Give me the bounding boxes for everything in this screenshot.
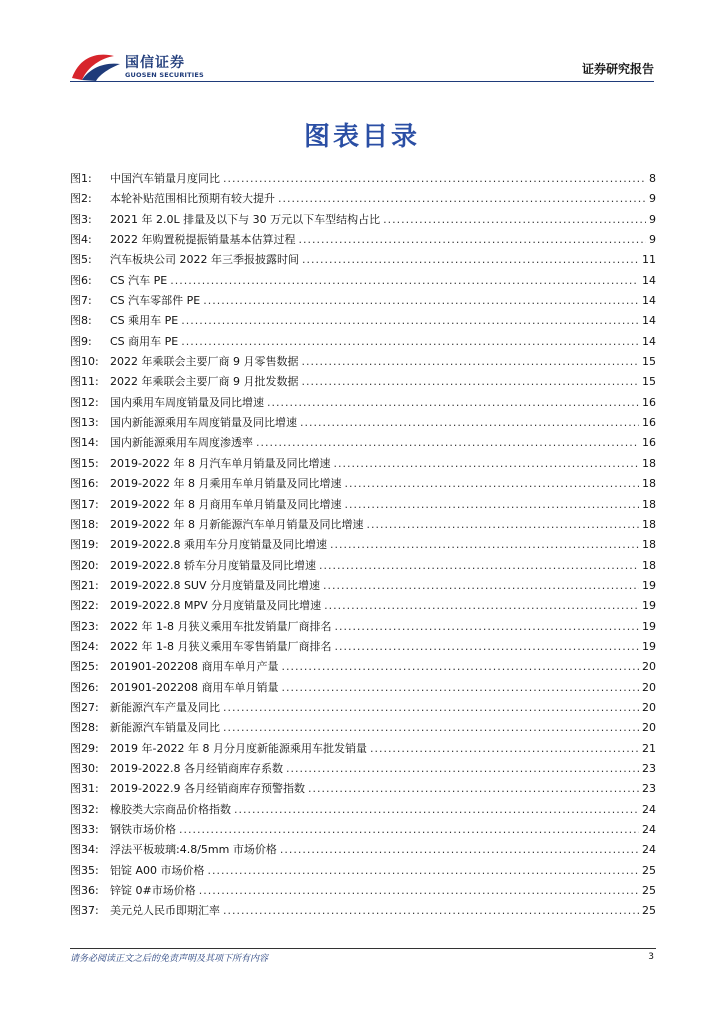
toc-entry-title: 国内乘用车周度销量及同比增速: [110, 395, 264, 409]
toc-entry-page: 18: [642, 497, 656, 511]
toc-entry[interactable]: [70, 739, 656, 759]
toc-entry-leader: [299, 230, 647, 250]
toc-entry-title: 2021 年 2.0L 排量及以下与 30 万元以下车型结构占比: [110, 212, 381, 226]
toc-entry-title: 2019-2022.9 各月经销商库存预警指数: [110, 782, 305, 796]
toc-entry-title: 201901-202208 商用车单月销量: [110, 680, 279, 694]
toc-entry-page: 24: [642, 802, 656, 816]
toc-entry-page: 9: [649, 192, 656, 206]
toc-entry[interactable]: [70, 718, 656, 738]
toc-entry-page: 15: [642, 375, 656, 389]
toc-entry-title: 美元兑人民币即期汇率: [110, 904, 220, 918]
toc-entry[interactable]: [70, 576, 656, 596]
toc-entry[interactable]: [70, 169, 656, 189]
toc-entry-leader: [223, 901, 639, 921]
toc-entry-leader: [179, 820, 639, 840]
toc-entry-label: 图36:: [70, 884, 99, 898]
toc-entry-title: 2022 年乘联会主要厂商 9 月批发数据: [110, 375, 299, 389]
toc-entry-title: CS 汽车零部件 PE: [110, 294, 201, 308]
toc-entry-leader: [170, 271, 639, 291]
toc-entry-leader: [383, 210, 646, 230]
toc-entry-title: 汽车板块公司 2022 年三季报披露时间: [110, 253, 299, 267]
toc-entry-title: 2019-2022.8 SUV 分月度销量及同比增速: [110, 578, 321, 592]
toc-entry-leader: [203, 291, 639, 311]
toc-entry[interactable]: [70, 271, 656, 291]
toc-entry[interactable]: [70, 698, 656, 718]
toc-entry[interactable]: [70, 189, 656, 209]
toc-entry[interactable]: [70, 800, 656, 820]
toc-entry-leader: [278, 189, 646, 209]
toc-entry[interactable]: [70, 393, 656, 413]
toc-entry-leader: [333, 454, 639, 474]
toc-entry-title: 锌锭 0#市场价格: [110, 884, 196, 898]
toc-entry[interactable]: [70, 820, 656, 840]
toc-entry-label: 图17:: [70, 497, 99, 511]
toc-entry-page: 14: [642, 294, 656, 308]
toc-entry-page: 18: [642, 456, 656, 470]
toc-entry-title: 橡胶类大宗商品价格指数: [110, 802, 231, 816]
toc-entry-title: 2019 年-2022 年 8 月分月度新能源乘用车批发销量: [110, 741, 367, 755]
report-type-label: 证券研究报告: [581, 62, 654, 76]
toc-entry[interactable]: [70, 210, 656, 230]
toc-entry-label: 图11:: [70, 375, 99, 389]
toc-entry-label: 图19:: [70, 538, 99, 552]
toc-entry-page: 18: [642, 558, 656, 572]
toc-entry-leader: [267, 393, 639, 413]
toc-entry-page: 15: [642, 355, 656, 369]
toc-entry-title: CS 汽车 PE: [110, 273, 168, 287]
toc-entry-label: 图5:: [70, 253, 92, 267]
logo-chinese-name: 国信证券: [125, 55, 185, 71]
toc-entry-label: 图23:: [70, 619, 99, 633]
toc-entry-title: 2019-2022.8 各月经销商库存系数: [110, 761, 283, 775]
toc-entry[interactable]: [70, 413, 656, 433]
toc-entry-leader: [344, 474, 639, 494]
toc-entry-leader: [302, 250, 639, 270]
toc-entry-leader: [308, 779, 639, 799]
toc-entry-label: 图33:: [70, 823, 99, 836]
toc-entry-page: 16: [642, 395, 656, 409]
toc-entry[interactable]: [70, 230, 656, 250]
toc-entry[interactable]: [70, 556, 656, 576]
table-of-figures: [70, 169, 656, 922]
footer-disclaimer: 请务必阅读正文之后的免责声明及其项下所有内容: [70, 954, 269, 964]
toc-entry-leader: [199, 881, 639, 901]
company-logo: [70, 50, 204, 84]
toc-entry-title: 2019-2022 年 8 月汽车单月销量及同比增速: [110, 456, 331, 470]
toc-entry[interactable]: [70, 454, 656, 474]
toc-entry-page: 19: [642, 639, 656, 653]
toc-entry-label: 图31:: [70, 782, 99, 796]
toc-entry-page: 25: [642, 884, 656, 898]
toc-entry-page: 19: [642, 578, 656, 592]
toc-entry-leader: [334, 637, 639, 657]
toc-entry-title: 2019-2022.8 乘用车分月度销量及同比增速: [110, 538, 327, 552]
toc-entry-label: 图6:: [70, 273, 92, 287]
toc-entry-page: 9: [649, 212, 656, 226]
toc-entry-label: 图3:: [70, 212, 92, 226]
toc-entry-leader: [370, 739, 639, 759]
toc-entry-leader: [301, 352, 639, 372]
toc-entry[interactable]: [70, 535, 656, 555]
toc-entry[interactable]: [70, 881, 656, 901]
toc-entry[interactable]: [70, 433, 656, 453]
toc-entry[interactable]: [70, 474, 656, 494]
toc-entry-leader: [234, 800, 639, 820]
toc-entry-leader: [301, 372, 639, 392]
toc-entry-title: 国内新能源乘用车周度渗透率: [110, 436, 253, 450]
toc-entry-page: 19: [642, 599, 656, 613]
guosen-logo-icon: [70, 50, 122, 82]
toc-entry-leader: [324, 596, 639, 616]
toc-entry-leader: [223, 169, 646, 189]
toc-entry-label: 图27:: [70, 700, 99, 714]
toc-entry-leader: [366, 515, 639, 535]
toc-entry-page: 24: [642, 823, 656, 836]
toc-entry-page: 14: [642, 314, 656, 328]
toc-entry[interactable]: [70, 291, 656, 311]
toc-entry-leader: [256, 433, 639, 453]
toc-entry-label: 图32:: [70, 802, 99, 816]
page-number: 3: [648, 952, 654, 962]
toc-entry-title: 2019-2022 年 8 月新能源汽车单月销量及同比增速: [110, 517, 364, 531]
toc-entry-page: 16: [642, 416, 656, 430]
toc-entry-label: 图9:: [70, 334, 92, 348]
toc-entry-title: 2022 年购置税提振销量基本估算过程: [110, 233, 296, 247]
toc-entry-label: 图4:: [70, 233, 92, 247]
toc-entry-page: 16: [642, 436, 656, 450]
toc-entry-title: 2022 年 1-8 月狭义乘用车批发销量厂商排名: [110, 619, 332, 633]
toc-entry-title: 2019-2022 年 8 月乘用车单月销量及同比增速: [110, 477, 342, 491]
toc-entry-label: 图21:: [70, 578, 99, 592]
toc-entry-page: 23: [642, 761, 656, 775]
toc-entry-label: 图18:: [70, 517, 99, 531]
toc-entry[interactable]: [70, 250, 656, 270]
toc-entry-page: 20: [642, 721, 656, 735]
toc-entry-title: 浮法平板玻璃:4.8/5mm 市场价格: [110, 843, 277, 857]
toc-entry-page: 14: [642, 273, 656, 287]
toc-entry-label: 图13:: [70, 416, 99, 430]
toc-entry-leader: [281, 657, 639, 677]
toc-entry-page: 11: [642, 253, 656, 267]
toc-entry-title: 中国汽车销量月度同比: [110, 172, 220, 185]
toc-entry-page: 14: [642, 334, 656, 348]
toc-entry[interactable]: [70, 352, 656, 372]
toc-entry-leader: [300, 413, 639, 433]
toc-entry-title: CS 乘用车 PE: [110, 314, 179, 328]
toc-entry[interactable]: [70, 901, 656, 921]
toc-entry-page: 25: [642, 904, 656, 918]
toc-entry[interactable]: [70, 596, 656, 616]
toc-entry-leader: [223, 718, 639, 738]
toc-entry-label: 图29:: [70, 741, 99, 755]
toc-entry-page: 20: [642, 660, 656, 674]
toc-entry-label: 图25:: [70, 660, 99, 674]
toc-entry-page: 8: [649, 172, 656, 185]
toc-entry-label: 图15:: [70, 456, 99, 470]
toc-entry-page: 18: [642, 538, 656, 552]
toc-entry-label: 图34:: [70, 843, 99, 857]
toc-entry-title: 铝锭 A00 市场价格: [110, 863, 205, 877]
logo-english-name: GUOSEN SECURITIES: [125, 71, 204, 79]
toc-entry[interactable]: [70, 759, 656, 779]
toc-entry-leader: [319, 556, 639, 576]
toc-entry-leader: [181, 311, 639, 331]
page-header: [0, 0, 724, 90]
toc-entry-label: 图35:: [70, 863, 99, 877]
toc-entry-leader: [344, 495, 639, 515]
toc-entry-label: 图30:: [70, 761, 99, 775]
toc-entry-title: 201901-202208 商用车单月产量: [110, 660, 279, 674]
toc-entry-title: 2022 年乘联会主要厂商 9 月零售数据: [110, 355, 299, 369]
toc-entry[interactable]: [70, 861, 656, 881]
toc-entry[interactable]: [70, 372, 656, 392]
toc-entry-label: 图16:: [70, 477, 99, 491]
toc-entry-page: 25: [642, 863, 656, 877]
toc-entry-label: 图14:: [70, 436, 99, 450]
page-title: 图表目录: [303, 122, 420, 152]
toc-entry-title: 2019-2022 年 8 月商用车单月销量及同比增速: [110, 497, 342, 511]
toc-entry-title: 国内新能源乘用车周度销量及同比增速: [110, 416, 297, 430]
toc-entry-leader: [181, 332, 639, 352]
toc-entry-leader: [334, 617, 639, 637]
footer-divider: [70, 948, 656, 949]
toc-entry-title: 2019-2022.8 轿车分月度销量及同比增速: [110, 558, 316, 572]
toc-entry-title: CS 商用车 PE: [110, 334, 179, 348]
toc-entry-page: 9: [649, 233, 656, 247]
toc-entry-label: 图10:: [70, 355, 99, 369]
toc-entry-page: 24: [642, 843, 656, 857]
toc-entry-title: 钢铁市场价格: [110, 823, 176, 836]
toc-entry-leader: [208, 861, 639, 881]
toc-entry[interactable]: [70, 617, 656, 637]
toc-entry-leader: [330, 535, 639, 555]
toc-entry-page: 18: [642, 517, 656, 531]
toc-entry[interactable]: [70, 840, 656, 860]
toc-entry-label: 图7:: [70, 294, 92, 308]
toc-entry-page: 19: [642, 619, 656, 633]
toc-entry[interactable]: [70, 657, 656, 677]
toc-entry[interactable]: [70, 515, 656, 535]
toc-entry-label: 图12:: [70, 395, 99, 409]
toc-entry-label: 图8:: [70, 314, 92, 328]
toc-entry-label: 图26:: [70, 680, 99, 694]
toc-entry-label: 图20:: [70, 558, 99, 572]
toc-entry-leader: [280, 840, 639, 860]
toc-entry[interactable]: [70, 637, 656, 657]
toc-entry[interactable]: [70, 332, 656, 352]
toc-entry-page: 20: [642, 680, 656, 694]
toc-entry-label: 图24:: [70, 639, 99, 653]
toc-entry[interactable]: [70, 311, 656, 331]
toc-entry-title: 新能源汽车销量及同比: [110, 721, 220, 735]
toc-entry[interactable]: [70, 678, 656, 698]
toc-entry-title: 新能源汽车产量及同比: [110, 700, 220, 714]
toc-entry[interactable]: [70, 779, 656, 799]
toc-entry-leader: [323, 576, 639, 596]
toc-entry-label: 图22:: [70, 599, 99, 613]
toc-entry-page: 21: [642, 741, 656, 755]
toc-entry-leader: [281, 678, 639, 698]
header-divider: [70, 81, 654, 82]
toc-entry-page: 20: [642, 700, 656, 714]
toc-entry-leader: [286, 759, 639, 779]
toc-entry-label: 图1:: [70, 172, 92, 185]
toc-entry-label: 图2:: [70, 192, 92, 206]
toc-entry-leader: [223, 698, 639, 718]
toc-entry-label: 图37:: [70, 904, 99, 918]
toc-entry-page: 18: [642, 477, 656, 491]
toc-entry-title: 2022 年 1-8 月狭义乘用车零售销量厂商排名: [110, 639, 332, 653]
toc-entry-page: 23: [642, 782, 656, 796]
toc-entry[interactable]: [70, 495, 656, 515]
toc-entry-title: 本轮补贴范围相比预期有较大提升: [110, 192, 275, 206]
toc-entry-title: 2019-2022.8 MPV 分月度销量及同比增速: [110, 599, 322, 613]
toc-entry-label: 图28:: [70, 721, 99, 735]
